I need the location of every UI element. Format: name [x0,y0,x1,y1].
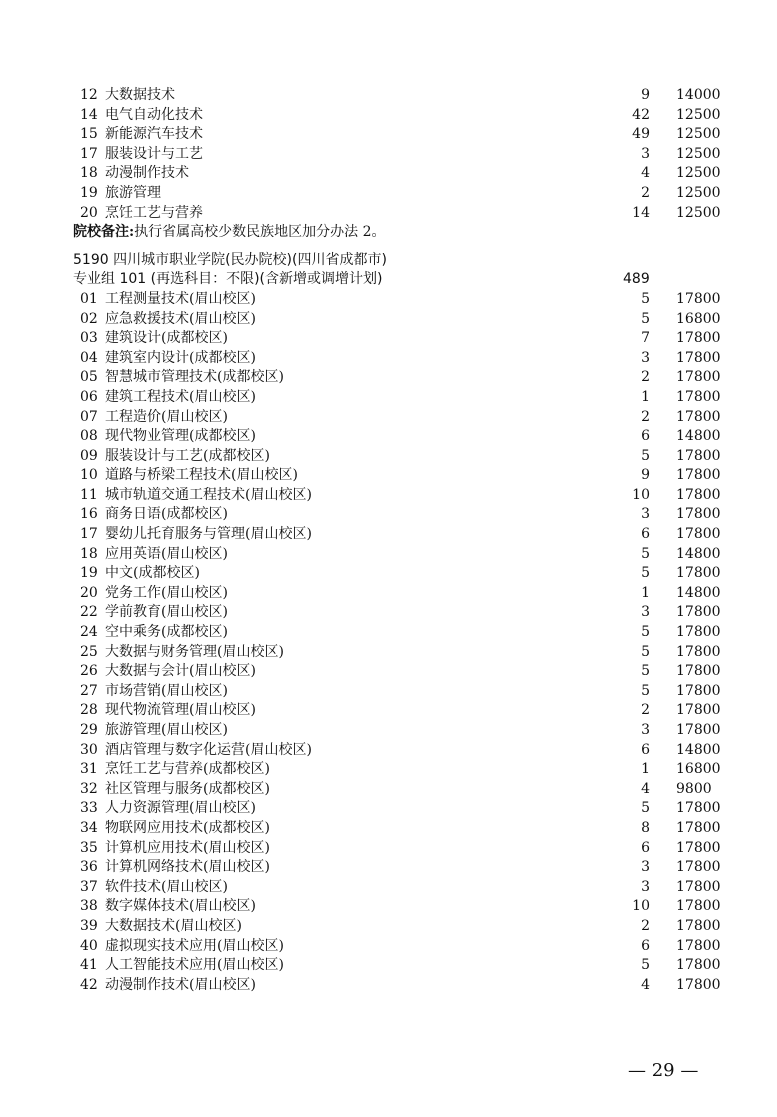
table-row [0,368,777,388]
plan-count: 9 [641,87,650,103]
table-row [0,976,777,996]
plan-count: 9 [641,467,650,484]
plan-count: 5 [641,624,650,641]
major-name: 虚拟现实技术应用(眉山校区) [105,937,284,954]
table-row [0,184,777,204]
major-name: 动漫制作技术 [105,165,189,182]
plan-count: 5 [641,643,650,660]
note-text: 执行省属高校少数民族地区加分办法 2。 [134,224,386,241]
table-row [0,956,777,976]
tuition-fee: 9800 [676,780,712,797]
plan-count: 5 [641,545,650,562]
plan-count: 2 [641,369,650,386]
tuition-fee: 17800 [676,663,721,680]
plan-count: 5 [641,447,650,464]
table-row [0,447,777,467]
tuition-fee: 12500 [676,126,721,143]
plan-count: 8 [641,819,650,836]
major-code: 42 [80,976,98,993]
tuition-fee: 17800 [676,604,721,621]
plan-count: 3 [641,506,650,523]
tuition-fee: 14800 [676,428,721,445]
plan-count: 14 [632,204,650,221]
major-name: 软件技术(眉山校区) [105,878,228,895]
table-row [0,839,777,859]
table-row [0,329,777,349]
table-row [0,701,777,721]
tuition-fee: 17800 [676,957,721,974]
major-name: 建筑设计(成都校区) [105,330,228,347]
table-row [0,603,777,623]
major-name: 烹饪工艺与营养 [105,204,203,221]
table-row [0,505,777,525]
plan-count: 1 [641,388,650,405]
major-name: 大数据技术 [105,87,175,103]
major-code: 36 [80,859,98,876]
tuition-fee: 17800 [676,702,721,719]
plan-count: 3 [641,878,650,895]
major-name: 大数据与财务管理(眉山校区) [105,643,284,660]
table-row [0,486,777,506]
major-name: 人力资源管理(眉山校区) [105,800,256,817]
major-code: 20 [80,584,98,601]
major-name: 大数据与会计(眉山校区) [105,663,256,680]
table-row [0,145,777,165]
major-name: 计算机应用技术(眉山校区) [105,839,270,856]
table-row [0,564,777,584]
tuition-fee: 17800 [676,917,721,934]
table-row [0,427,777,447]
major-code: 25 [80,643,98,660]
table-row [0,408,777,428]
tuition-fee: 17800 [676,624,721,641]
plan-count: 1 [641,584,650,601]
tuition-fee: 17800 [676,859,721,876]
tuition-fee: 17800 [676,976,721,993]
major-name: 电气自动化技术 [105,106,203,123]
plan-count: 2 [641,408,650,425]
major-code: 38 [80,898,98,915]
tuition-fee: 17800 [676,565,721,582]
table-row [0,106,777,126]
plan-count: 5 [641,663,650,680]
table-row [0,917,777,937]
admission-table [0,86,777,995]
major-rows [0,290,777,995]
major-code: 30 [80,741,98,758]
major-code: 22 [80,604,98,621]
major-code: 03 [80,330,98,347]
major-code: 01 [80,290,98,307]
major-code: 34 [80,819,98,836]
major-code: 14 [80,106,98,123]
school-header [0,251,777,271]
tuition-fee: 17800 [676,486,721,503]
plan-count: 42 [632,106,650,123]
major-name: 人工智能技术应用(眉山校区) [105,957,284,974]
plan-count: 5 [641,310,650,327]
major-code: 27 [80,682,98,699]
tuition-fee: 16800 [676,310,721,327]
tuition-fee: 17800 [676,800,721,817]
major-name: 服装设计与工艺 [105,145,203,162]
plan-count: 3 [641,604,650,621]
major-name: 动漫制作技术(眉山校区) [105,976,256,993]
plan-count: 10 [632,486,650,503]
major-name: 烹饪工艺与营养(成都校区) [105,761,270,778]
major-code: 19 [80,565,98,582]
top-rows [0,86,777,223]
major-name: 市场营销(眉山校区) [105,682,228,699]
table-row [0,290,777,310]
tuition-fee: 17800 [676,839,721,856]
table-row [0,388,777,408]
tuition-fee: 17800 [676,643,721,660]
plan-count: 5 [641,290,650,307]
tuition-fee: 16800 [676,761,721,778]
school-title: 5190 四川城市职业学院(民办院校)(四川省成都市) [73,251,387,268]
table-row [0,878,777,898]
major-code: 15 [80,126,98,143]
major-name: 建筑工程技术(眉山校区) [105,388,256,405]
major-code: 06 [80,388,98,405]
major-name: 现代物流管理(眉山校区) [105,702,256,719]
table-row [0,662,777,682]
table-row [0,897,777,917]
major-name: 婴幼儿托育服务与管理(眉山校区) [105,526,312,543]
major-code: 17 [80,526,98,543]
major-name: 旅游管理(眉山校区) [105,722,228,738]
major-code: 39 [80,917,98,934]
table-row [0,545,777,565]
tuition-fee: 12500 [676,165,721,182]
major-code: 04 [80,349,98,366]
major-name: 物联网应用技术(成都校区) [105,819,270,836]
major-group-label: 专业组 101 (再选科目：不限)(含新增或调增计划) [73,271,383,288]
major-name: 社区管理与服务(成都校区) [105,780,270,797]
major-code: 08 [80,428,98,445]
major-group-plan: 489 [623,271,650,288]
major-code: 17 [80,145,98,162]
plan-count: 5 [641,565,650,582]
plan-count: 6 [641,839,650,856]
table-row [0,466,777,486]
major-name: 数字媒体技术(眉山校区) [105,898,256,915]
table-row [0,937,777,957]
major-code: 05 [80,369,98,386]
major-name: 学前教育(眉山校区) [105,604,228,621]
tuition-fee: 17800 [676,447,721,464]
major-code: 32 [80,780,98,797]
tuition-fee: 14000 [676,87,721,103]
major-code: 29 [80,722,98,738]
tuition-fee: 17800 [676,819,721,836]
table-row [0,760,777,780]
table-row [0,623,777,643]
tuition-fee: 17800 [676,467,721,484]
table-row [0,525,777,545]
table-row [0,584,777,604]
table-row [0,164,777,184]
table-row [0,819,777,839]
major-code: 33 [80,800,98,817]
plan-count: 49 [632,126,650,143]
plan-count: 2 [641,702,650,719]
tuition-fee: 12500 [676,184,721,201]
major-group-row [0,270,777,290]
major-code: 37 [80,878,98,895]
table-row [0,858,777,878]
plan-count: 6 [641,937,650,954]
table-row [0,799,777,819]
tuition-fee: 12500 [676,106,721,123]
plan-count: 5 [641,682,650,699]
major-name: 智慧城市管理技术(成都校区) [105,369,284,386]
major-code: 09 [80,447,98,464]
school-note [0,223,777,243]
major-code: 28 [80,702,98,719]
table-row [0,643,777,663]
major-code: 18 [80,165,98,182]
major-code: 41 [80,957,98,974]
major-name: 商务日语(成都校区) [105,506,228,523]
plan-count: 6 [641,526,650,543]
major-name: 城市轨道交通工程技术(眉山校区) [105,486,312,503]
tuition-fee: 17800 [676,330,721,347]
major-code: 10 [80,467,98,484]
major-name: 工程测量技术(眉山校区) [105,290,256,307]
plan-count: 3 [641,145,650,162]
major-name: 中文(成都校区) [105,565,200,582]
major-name: 新能源汽车技术 [105,126,203,143]
table-row [0,310,777,330]
major-name: 应急救援技术(眉山校区) [105,310,256,327]
major-code: 20 [80,204,98,221]
major-code: 24 [80,624,98,641]
table-row [0,349,777,369]
tuition-fee: 12500 [676,204,721,221]
major-name: 工程造价(眉山校区) [105,408,228,425]
tuition-fee: 17800 [676,937,721,954]
plan-count: 6 [641,741,650,758]
plan-count: 1 [641,761,650,778]
tuition-fee: 17800 [676,290,721,307]
plan-count: 4 [641,780,650,797]
plan-count: 10 [632,898,650,915]
page-number: — 29 — [628,1060,699,1081]
major-name: 建筑室内设计(成都校区) [105,349,256,366]
plan-count: 7 [641,330,650,347]
major-code: 12 [80,87,98,103]
major-code: 35 [80,839,98,856]
major-name: 酒店管理与数字化运营(眉山校区) [105,741,312,758]
note-label: 院校备注: [73,224,135,241]
major-code: 19 [80,184,98,201]
plan-count: 3 [641,349,650,366]
tuition-fee: 14800 [676,584,721,601]
major-name: 服装设计与工艺(成都校区) [105,447,270,464]
major-code: 16 [80,506,98,523]
major-code: 40 [80,937,98,954]
major-name: 应用英语(眉山校区) [105,545,228,562]
table-row [0,682,777,702]
major-code: 02 [80,310,98,327]
plan-count: 2 [641,184,650,201]
table-row [0,741,777,761]
tuition-fee: 17800 [676,506,721,523]
plan-count: 2 [641,917,650,934]
major-code: 11 [80,486,98,503]
major-name: 党务工作(眉山校区) [105,584,228,601]
tuition-fee: 17800 [676,349,721,366]
tuition-fee: 17800 [676,878,721,895]
major-name: 现代物业管理(成都校区) [105,428,256,445]
tuition-fee: 17800 [676,682,721,699]
major-name: 旅游管理 [105,184,161,201]
plan-count: 3 [641,722,650,738]
major-code: 31 [80,761,98,778]
tuition-fee: 17800 [676,369,721,386]
table-row [0,86,777,106]
plan-count: 4 [641,165,650,182]
tuition-fee: 17800 [676,526,721,543]
table-row [0,780,777,800]
tuition-fee: 14800 [676,545,721,562]
tuition-fee: 17800 [676,898,721,915]
plan-count: 3 [641,859,650,876]
major-name: 空中乘务(成都校区) [105,624,228,641]
tuition-fee: 17800 [676,408,721,425]
table-row [0,125,777,145]
plan-count: 5 [641,800,650,817]
plan-count: 6 [641,428,650,445]
major-name: 道路与桥梁工程技术(眉山校区) [105,467,298,484]
tuition-fee: 12500 [676,145,721,162]
plan-count: 5 [641,957,650,974]
major-code: 07 [80,408,98,425]
major-code: 18 [80,545,98,562]
major-name: 大数据技术(眉山校区) [105,917,242,934]
tuition-fee: 17800 [676,388,721,405]
table-row [0,204,777,224]
table-row [0,721,777,741]
plan-count: 4 [641,976,650,993]
major-code: 26 [80,663,98,680]
tuition-fee: 14800 [676,741,721,758]
major-name: 计算机网络技术(眉山校区) [105,859,270,876]
tuition-fee: 17800 [676,722,721,738]
